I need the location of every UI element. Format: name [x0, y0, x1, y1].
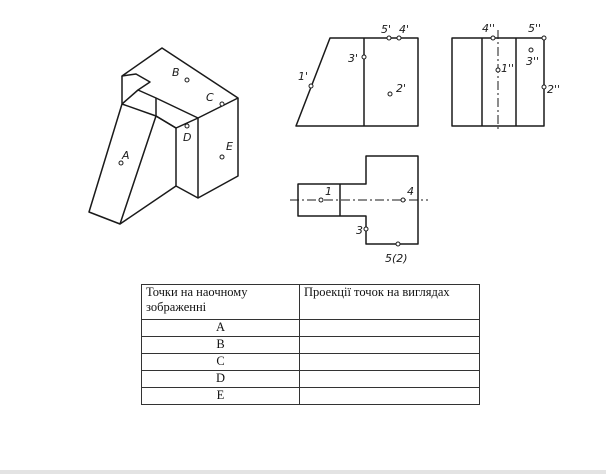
top-point-52	[396, 242, 400, 246]
top-point-1	[319, 198, 323, 202]
iso-label-b: B	[172, 66, 180, 79]
side-label-5: 5''	[528, 22, 542, 35]
table-cell-projection[interactable]	[300, 388, 480, 405]
table-cell-point: D	[142, 371, 300, 388]
table-cell-projection[interactable]	[300, 354, 480, 371]
table-row	[142, 354, 480, 371]
side-label-3: 3''	[526, 55, 540, 68]
iso-edge-1	[122, 104, 156, 116]
side-point-3	[529, 48, 533, 52]
front-point-2	[388, 92, 392, 96]
table-cell-point: C	[142, 354, 300, 371]
iso-edge-7	[120, 186, 176, 224]
top-label-3: 3	[356, 224, 363, 237]
table-cell-point: A	[142, 320, 300, 337]
bottom-divider	[0, 470, 606, 474]
side-point-1	[496, 68, 500, 72]
front-label-1: 1'	[298, 70, 309, 83]
table-cell-projection[interactable]	[300, 337, 480, 354]
front-point-5	[387, 36, 391, 40]
front-label-5: 5'	[381, 23, 392, 36]
iso-outline-left	[89, 76, 176, 224]
side-view	[452, 22, 560, 132]
table-header-points: Точки на наочному зображенні	[142, 285, 300, 320]
front-point-4	[397, 36, 401, 40]
table-cell-point: B	[142, 337, 300, 354]
side-point-5	[542, 36, 546, 40]
side-point-4	[491, 36, 495, 40]
side-label-1: 1''	[501, 62, 515, 75]
table-cell-projection[interactable]	[300, 320, 480, 337]
iso-edge-2	[122, 90, 138, 104]
front-view	[296, 23, 418, 126]
answer-table	[141, 284, 480, 405]
top-view	[290, 156, 428, 265]
side-point-2	[542, 85, 546, 89]
side-label-4: 4''	[482, 22, 496, 35]
table-row	[142, 388, 480, 405]
table-row	[142, 337, 480, 354]
iso-label-a: A	[122, 149, 130, 162]
iso-edge-5	[156, 116, 176, 128]
iso-label-c: C	[206, 91, 214, 104]
side-label-2: 2''	[547, 83, 561, 96]
iso-point-b	[185, 78, 189, 82]
front-label-3: 3'	[348, 52, 359, 65]
table-cell-projection[interactable]	[300, 371, 480, 388]
top-label-1: 1	[325, 185, 332, 198]
isometric-view	[89, 48, 238, 224]
table-header-projections: Проекції точок на виглядах	[300, 285, 480, 320]
iso-label-d: D	[183, 131, 192, 144]
top-point-3	[364, 227, 368, 231]
table-header-row	[142, 285, 480, 320]
top-label-52: 5(2)	[385, 252, 408, 265]
iso-point-e	[220, 155, 224, 159]
top-point-4	[401, 198, 405, 202]
iso-point-d	[185, 124, 189, 128]
table-row	[142, 320, 480, 337]
front-point-1	[309, 84, 313, 88]
front-point-3	[362, 55, 366, 59]
iso-label-e: E	[226, 140, 233, 153]
iso-point-c	[220, 102, 224, 106]
table-cell-point: E	[142, 388, 300, 405]
table-row	[142, 371, 480, 388]
front-label-2: 2'	[396, 82, 407, 95]
top-label-4: 4	[407, 185, 414, 198]
iso-top-face	[122, 48, 238, 118]
front-label-4: 4'	[399, 23, 410, 36]
